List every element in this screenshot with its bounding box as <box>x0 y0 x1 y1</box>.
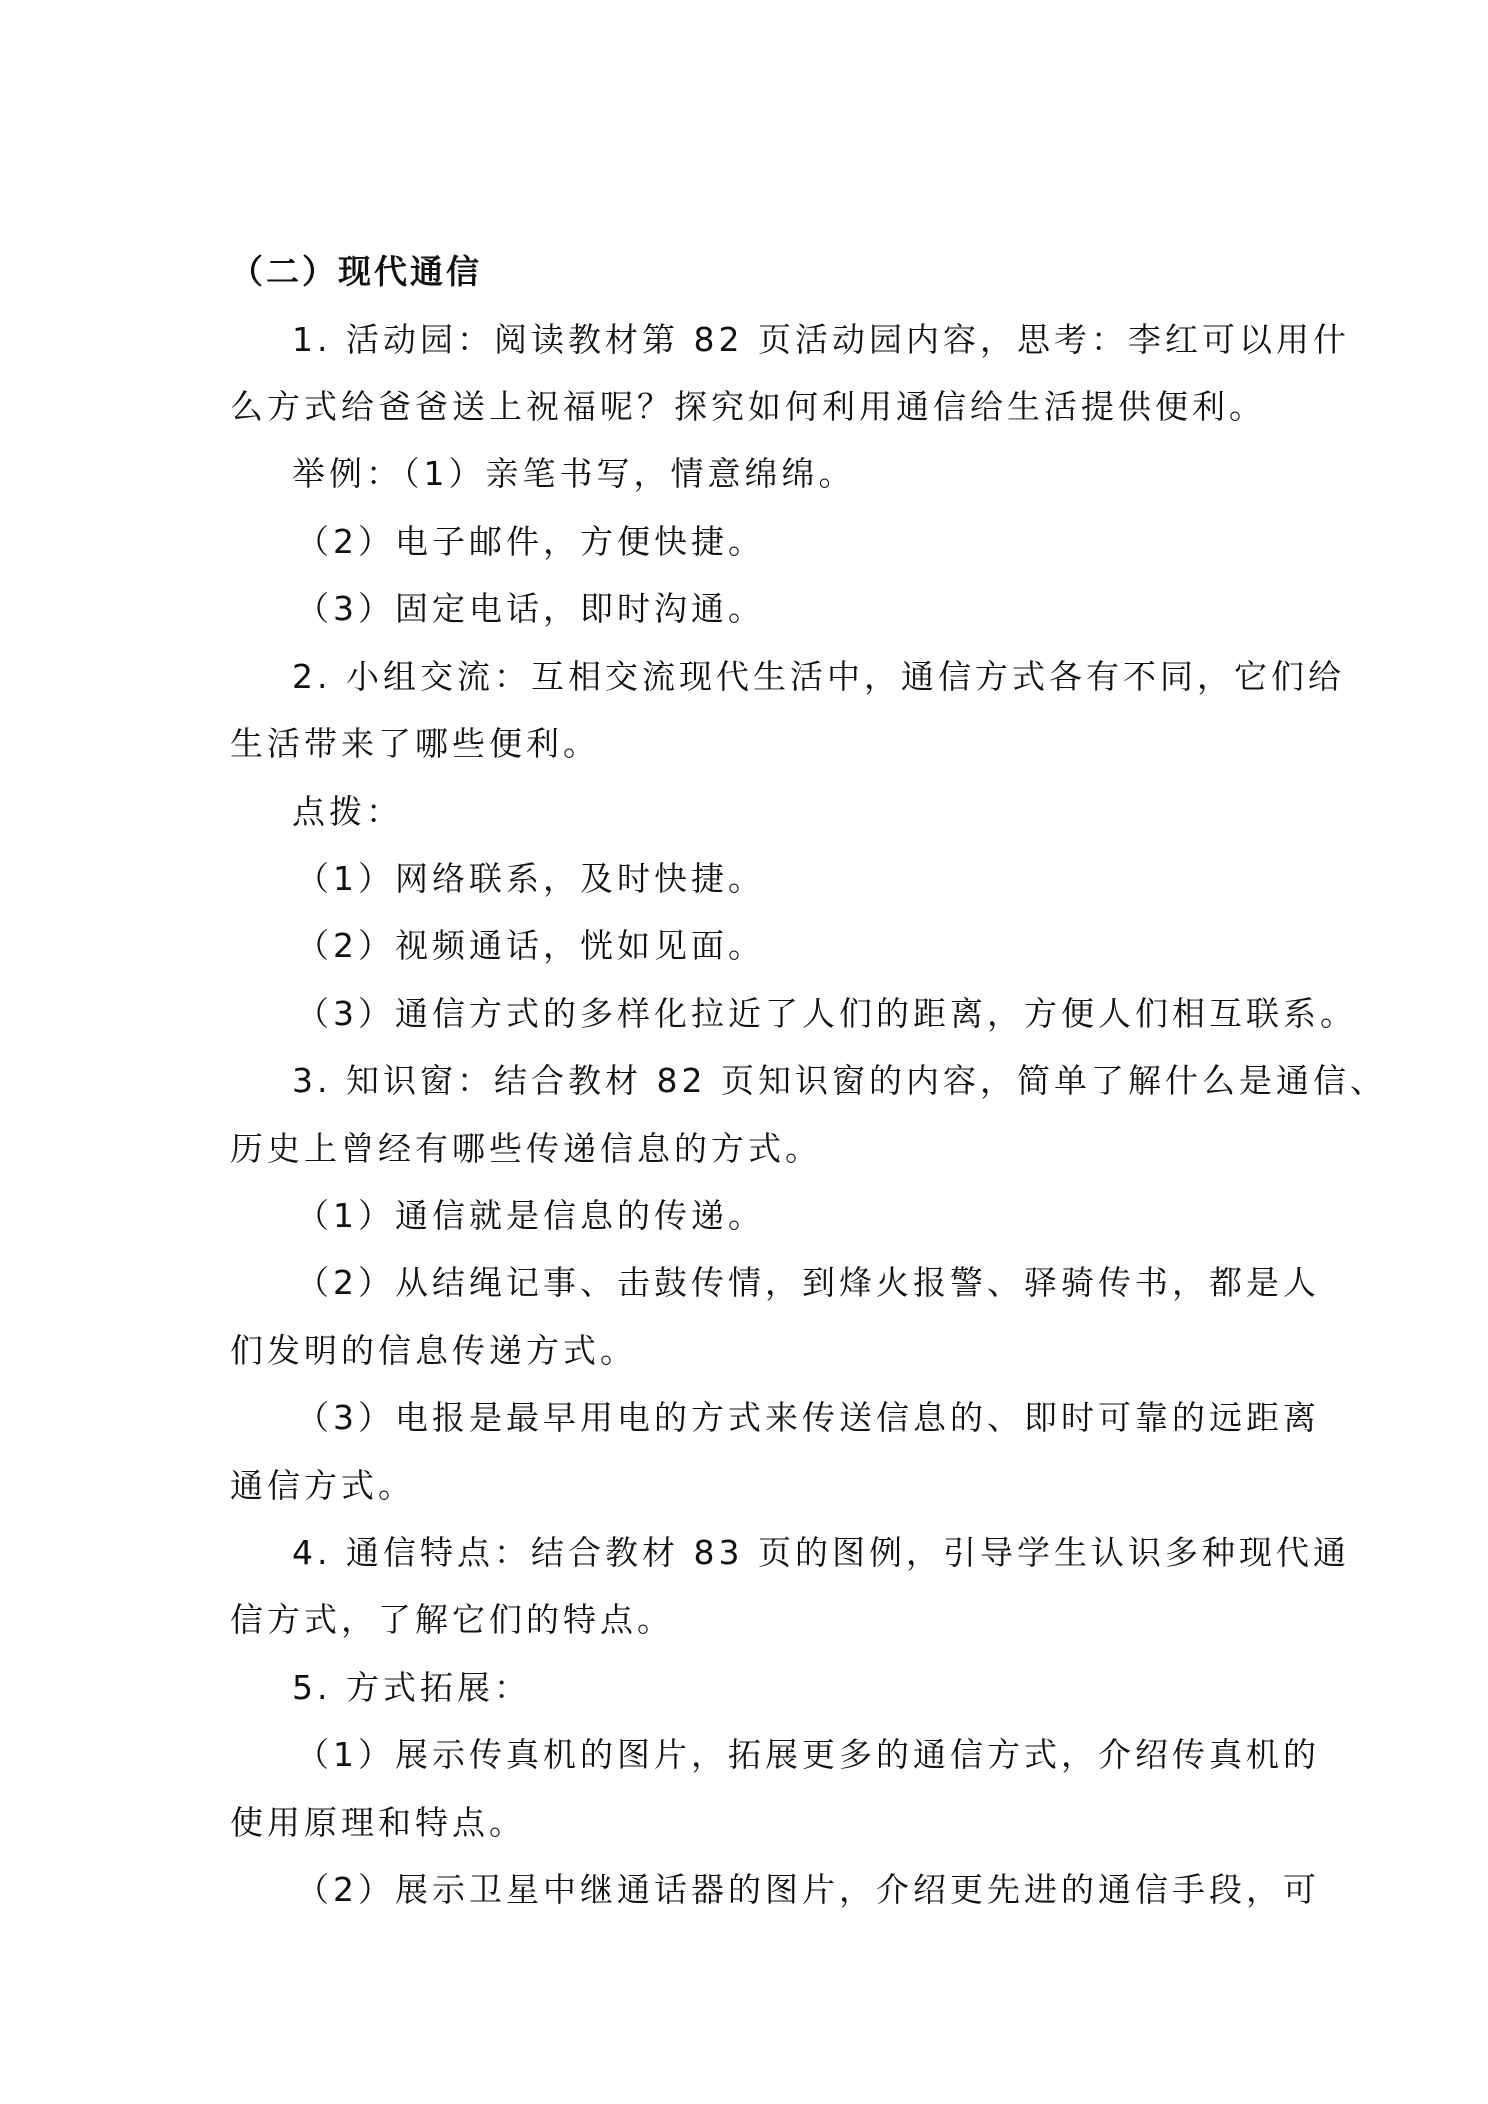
paragraph-line: （2）展示卫星中继通话器的图片，介绍更先进的通信手段，可 <box>296 1870 1320 1909</box>
paragraph-line: 信方式，了解它们的特点。 <box>230 1600 674 1639</box>
paragraph-line: 历史上曾经有哪些传递信息的方式。 <box>230 1129 822 1168</box>
paragraph-line: （3）通信方式的多样化拉近了人们的距离，方便人们相互联系。 <box>296 994 1357 1033</box>
paragraph-line: 么方式给爸爸送上祝福呢？探究如何利用通信给生活提供便利。 <box>230 387 1266 426</box>
paragraph-line: 们发明的信息传递方式。 <box>230 1331 637 1370</box>
paragraph-line: 2. 小组交流：互相交流现代生活中，通信方式各有不同，它们给 <box>292 657 1345 696</box>
paragraph-line: 生活带来了哪些便利。 <box>230 724 600 763</box>
paragraph-line: （2）视频通话，恍如见面。 <box>296 926 765 965</box>
paragraph-line: 点拨： <box>292 792 403 831</box>
paragraph-line: 举例：（1）亲笔书写，情意绵绵。 <box>292 454 856 493</box>
paragraph-line: （3）固定电话，即时沟通。 <box>296 589 765 628</box>
paragraph-line: （2）电子邮件，方便快捷。 <box>296 522 765 561</box>
section-heading: （二）现代通信 <box>230 252 482 291</box>
paragraph-line: 4. 通信特点：结合教材 83 页的图例，引导学生认识多种现代通 <box>292 1533 1350 1572</box>
paragraph-line: （1）通信就是信息的传递。 <box>296 1196 765 1235</box>
paragraph-line: （1）展示传真机的图片，拓展更多的通信方式，介绍传真机的 <box>296 1735 1320 1774</box>
paragraph-line: （1）网络联系，及时快捷。 <box>296 859 765 898</box>
paragraph-line: 通信方式。 <box>230 1466 415 1505</box>
paragraph-line: （3）电报是最早用电的方式来传送信息的、即时可靠的远距离 <box>296 1398 1320 1437</box>
paragraph-line: 1. 活动园：阅读教材第 82 页活动园内容，思考：李红可以用什 <box>292 320 1350 359</box>
paragraph-line: 5. 方式拓展： <box>292 1668 531 1707</box>
paragraph-line: 3. 知识窗：结合教材 82 页知识窗的内容，简单了解什么是通信、 <box>292 1061 1387 1100</box>
paragraph-line: （2）从结绳记事、击鼓传情，到烽火报警、驿骑传书，都是人 <box>296 1263 1320 1302</box>
paragraph-line: 使用原理和特点。 <box>230 1803 526 1842</box>
